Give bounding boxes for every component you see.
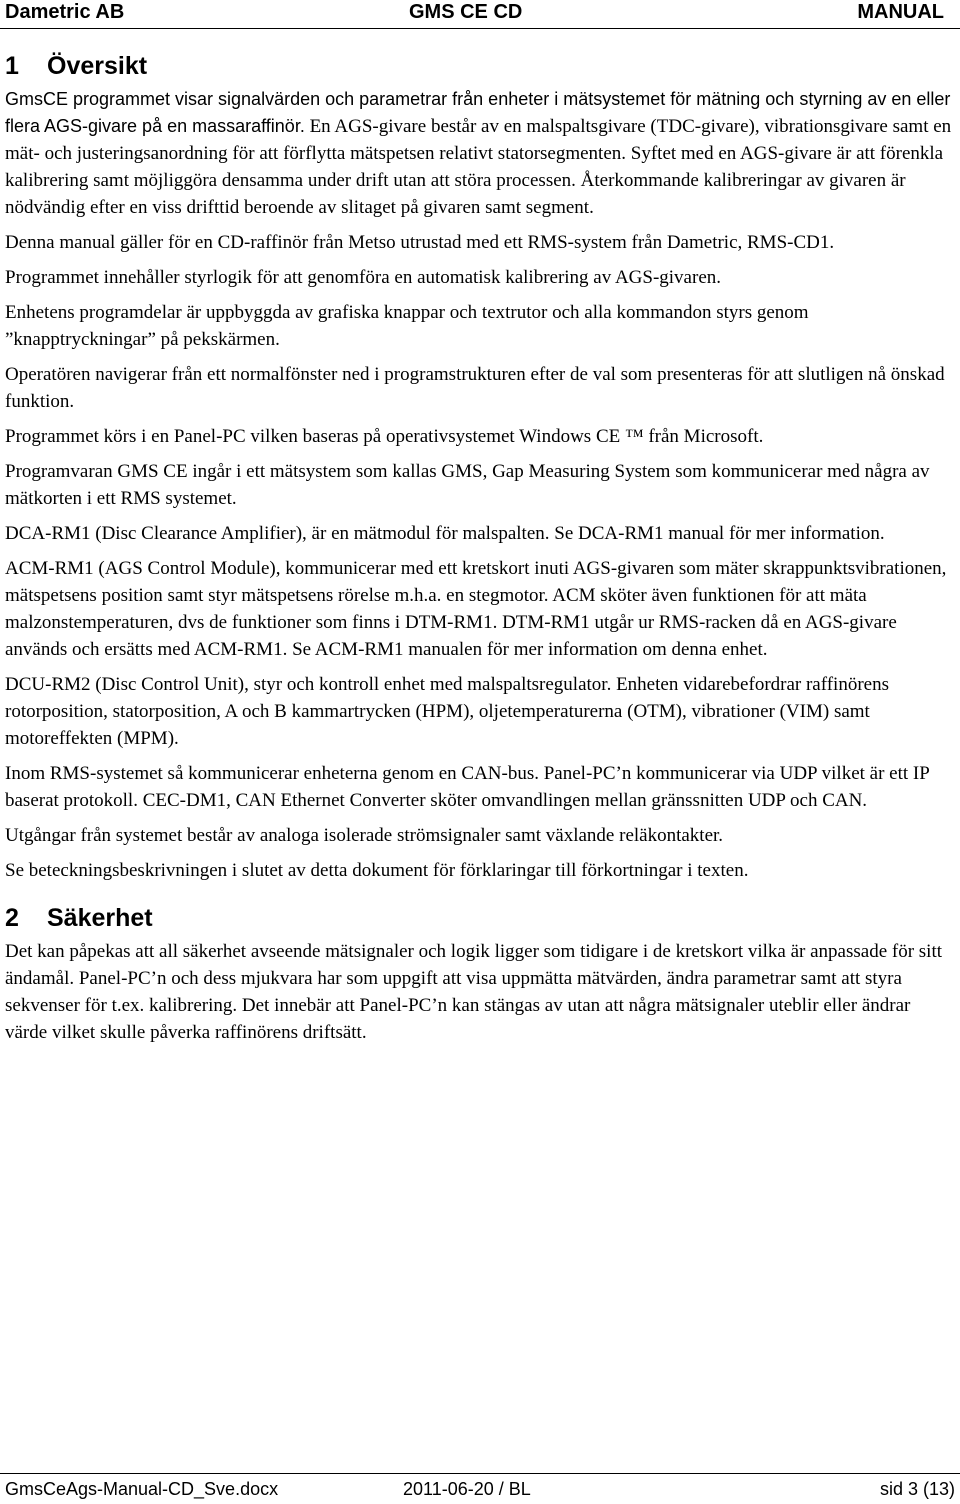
section-1-title: Översikt	[47, 52, 148, 80]
paragraph-outputs: Utgångar från systemet består av analoga isolerade strömsignaler samt växlande reläkontakter.	[5, 825, 724, 846]
page-header	[0, 0, 960, 29]
page-footer	[0, 1473, 960, 1504]
document-body	[5, 50, 957, 1054]
section-2-title: Säkerhet	[47, 904, 153, 932]
section-1-heading	[5, 50, 957, 82]
paragraph-dca-rm1: DCA-RM1 (Disc Clearance Amplifier), är en mätmodul för malspalten. Se DCA-RM1 manual för mer information.	[5, 523, 885, 544]
footer-filename: GmsCeAgs-Manual-CD_Sve.docx	[5, 1479, 279, 1499]
section-2-heading	[5, 902, 957, 934]
section-2-number: 2	[5, 904, 19, 932]
paragraph-overview	[5, 86, 957, 221]
header-doc-type: MANUAL	[857, 1, 944, 23]
footer-date-author: 2011-06-20 / BL	[403, 1479, 531, 1499]
paragraph-can-bus: Inom RMS-systemet så kommunicerar enheterna genom en CAN-bus. Panel-PC’n kommunicerar via UDP vilket är ett IP baserat protokoll. CEC-DM1, CAN Ethernet Converter sköter omvandlingen mellan gränssnitten UDP och CAN.	[5, 763, 930, 811]
paragraph-overview-sans: GmsCE programmet visar signalvärden och parametrar från enheter i mätsystemet för mätning och styrning av en eller flera AGS-givare på en massaraffinör.	[5, 89, 951, 136]
paragraph-control-logic: Programmet innehåller styrlogik för att genomföra en automatisk kalibrering av AGS-givaren.	[5, 267, 721, 288]
header-company: Dametric AB	[5, 1, 125, 23]
section-1-number: 1	[5, 52, 19, 80]
paragraph-gms: Programvaran GMS CE ingår i ett mätsystem som kallas GMS, Gap Measuring System som kommunicerar med några av mätkorten i ett RMS systemet.	[5, 461, 930, 509]
paragraph-navigation: Operatören navigerar från ett normalfönster ned i programstrukturen efter de val som presenteras för att slutligen nå önskad funktion.	[5, 364, 945, 412]
paragraph-ui-parts: Enhetens programdelar är uppbyggda av grafiska knappar och textrutor och alla kommandon styrs genom ”knapptryckningar” på pekskärmen.	[5, 302, 809, 350]
paragraph-scope: Denna manual gäller för en CD-raffinör från Metso utrustad med ett RMS-system från Dametric, RMS-CD1.	[5, 232, 835, 253]
paragraph-dcu-rm2: DCU-RM2 (Disc Control Unit), styr och kontroll enhet med malspaltsregulator. Enheten vidarebefordrar raffinörens rotorposition, statorposition, A och B kammartrycken (HPM), oljetemperaturerna (OTM), vibrationer (VIM) samt motoreffekten (MPM).	[5, 674, 889, 749]
paragraph-overview-serif: En AGS-givare består av en malspaltsgivare (TDC-givare), vibrationsgivare samt en mät- och justeringsanordning för att förflytta mätspetsen relativt statorsegmenten. Syftet med en AGS-givare är att förenkla kalibrering samt möjliggöra densamma under drift utan att störa processen. Återkommande kalibreringar av givaren är nödvändig efter en viss drifttid beroende av slitaget på givaren samt segment.	[5, 116, 952, 218]
paragraph-glossary-ref: Se beteckningsbeskrivningen i slutet av detta dokument för förklaringar till förkortningar i texten.	[5, 860, 749, 881]
header-product: GMS CE CD	[409, 1, 523, 23]
paragraph-platform: Programmet körs i en Panel-PC vilken baseras på operativsystemet Windows CE ™ från Microsoft.	[5, 426, 764, 447]
paragraph-safety: Det kan påpekas att all säkerhet avseende mätsignaler och logik ligger som tidigare i de kretskort vilka är anpassade för sitt ändamål. Panel-PC’n och dess mjukvara har som uppgift att visa uppmätta mätvärden, ändra parametrar samt att styra sekvenser för t.ex. kalibrering. Det innebär att Panel-PC’n kan stängas av utan att några mätsignaler uteblir eller ändrar värde vilket skulle påverka raffinörens driftsätt.	[5, 941, 943, 1043]
footer-page-number: sid 3 (13)	[879, 1479, 955, 1499]
paragraph-acm-rm1: ACM-RM1 (AGS Control Module), kommunicerar med ett kretskort inuti AGS-givaren som mäter skrappunktsvibrationen, mätspetsens position samt styr mätspetsens rörelse m.h.a. en stegmotor. ACM sköter även funktionen för att mäta malzonstemperaturen, dvs de funktioner som finns i DTM-RM1. DTM-RM1 utgår ur RMS-racken då en AGS-givare används och ersätts med ACM-RM1. Se ACM-RM1 manualen för mer information om denna enhet.	[5, 558, 947, 660]
